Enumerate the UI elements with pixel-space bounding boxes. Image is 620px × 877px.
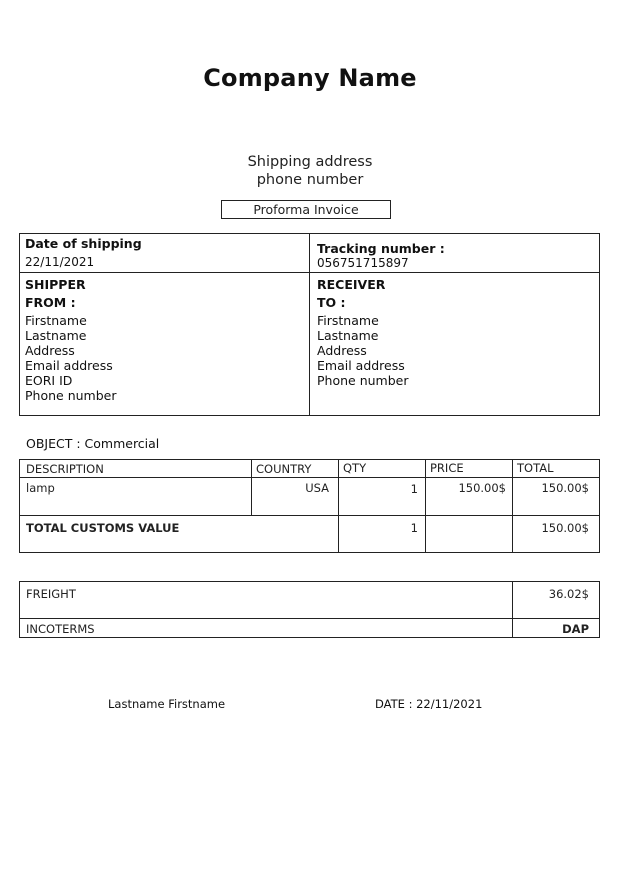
shipper-title: SHIPPER bbox=[25, 277, 86, 292]
freight-label: FREIGHT bbox=[26, 587, 76, 601]
receiver-address: Address bbox=[317, 343, 367, 358]
signature-name: Lastname Firstname bbox=[108, 697, 226, 711]
tracking-number-value: 056751715897 bbox=[317, 256, 409, 270]
company-name: Company Name bbox=[203, 64, 417, 92]
shipper-eori: EORI ID bbox=[25, 373, 73, 388]
total-customs-value: 150.00$ bbox=[541, 521, 589, 535]
row-qty: 1 bbox=[410, 482, 418, 496]
receiver-details bbox=[317, 313, 408, 388]
col-divider-price bbox=[425, 460, 426, 552]
total-customs-qty: 1 bbox=[410, 521, 418, 535]
header-total: TOTAL bbox=[517, 461, 554, 475]
object-line: OBJECT : Commercial bbox=[26, 436, 160, 451]
receiver-phone: Phone number bbox=[317, 373, 409, 388]
date-of-shipping-label: Date of shipping bbox=[25, 236, 142, 251]
total-customs-label: TOTAL CUSTOMS VALUE bbox=[26, 521, 180, 535]
document-type-box: Proforma Invoice bbox=[221, 200, 391, 219]
row-country: USA bbox=[305, 481, 329, 495]
parties-divider bbox=[309, 234, 310, 415]
col-divider-total bbox=[512, 460, 513, 552]
shipper-email: Email address bbox=[25, 358, 113, 373]
shipper-lastname: Lastname bbox=[25, 328, 87, 343]
shipper-address: Address bbox=[25, 343, 75, 358]
row-price: 150.00$ bbox=[458, 481, 506, 495]
footer-date: DATE : 22/11/2021 bbox=[375, 697, 483, 711]
header-qty: QTY bbox=[343, 461, 367, 475]
shipping-address: Shipping address bbox=[247, 154, 373, 170]
shipper-from-label: FROM : bbox=[25, 295, 76, 310]
row-total: 150.00$ bbox=[541, 481, 589, 495]
freight-value: 36.02$ bbox=[548, 587, 589, 601]
phone-number: phone number bbox=[256, 172, 364, 188]
receiver-firstname: Firstname bbox=[317, 313, 379, 328]
col-divider-country bbox=[251, 460, 252, 515]
date-of-shipping-value: 22/11/2021 bbox=[25, 255, 95, 269]
col-divider-qty bbox=[338, 460, 339, 552]
header-description: DESCRIPTION bbox=[26, 462, 104, 476]
receiver-to-label: TO : bbox=[317, 295, 346, 310]
shipper-phone: Phone number bbox=[25, 388, 117, 403]
shipper-firstname: Firstname bbox=[25, 313, 87, 328]
header-country: COUNTRY bbox=[256, 462, 312, 476]
shipper-details bbox=[25, 313, 116, 403]
shipping-info-divider bbox=[20, 272, 599, 273]
row-description: lamp bbox=[26, 481, 55, 495]
receiver-lastname: Lastname bbox=[317, 328, 379, 343]
header-price: PRICE bbox=[430, 461, 464, 475]
receiver-email: Email address bbox=[317, 358, 405, 373]
incoterms-label: INCOTERMS bbox=[26, 622, 95, 636]
receiver-title: RECEIVER bbox=[317, 277, 386, 292]
charges-col-divider bbox=[512, 582, 513, 637]
tracking-number-label: Tracking number : bbox=[317, 241, 445, 256]
incoterms-value: DAP bbox=[562, 622, 589, 636]
